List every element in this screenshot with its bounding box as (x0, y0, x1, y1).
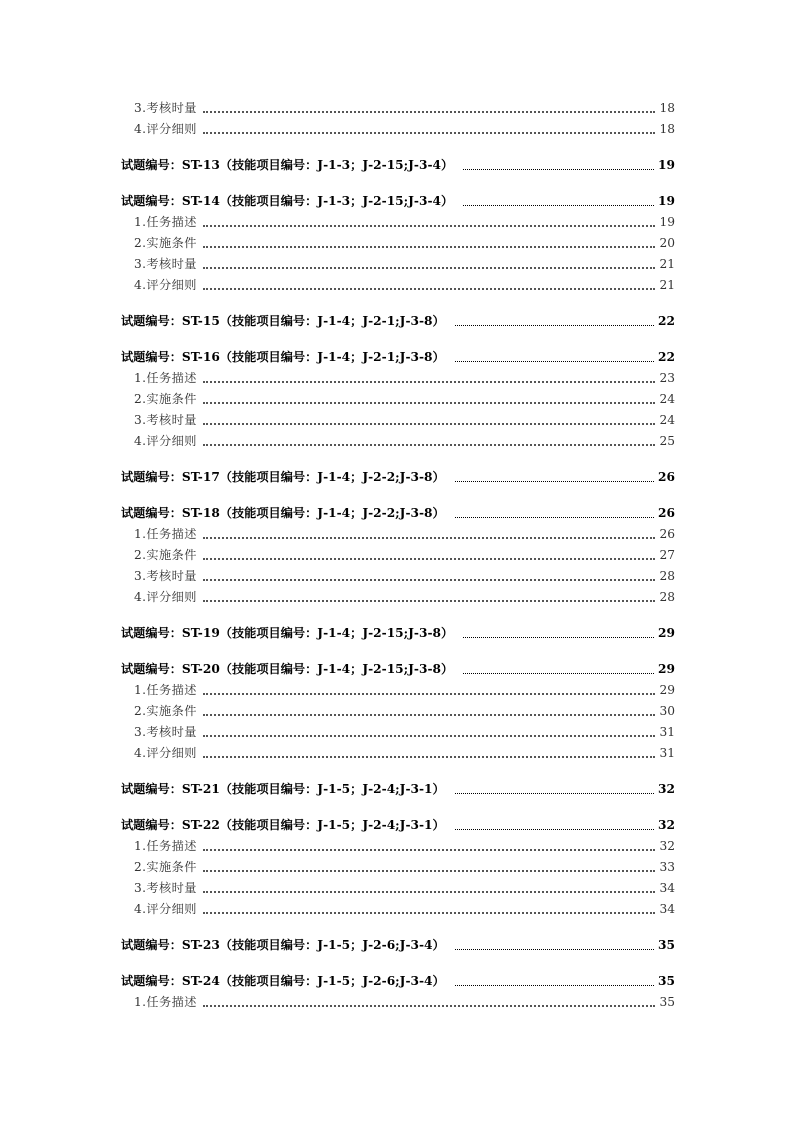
toc-entry-label: 2.实施条件 (134, 548, 197, 562)
toc-page-number: 32 (658, 818, 675, 832)
toc-page-number: 23 (659, 371, 675, 385)
toc-entry-label: 1.任务描述 (134, 527, 197, 541)
toc-page-number: 34 (659, 902, 675, 916)
toc-entry-label: 试题编号：ST-24（技能项目编号：J-1-5；J-2-6;J-3-4） (121, 974, 445, 988)
toc-entry-label: 3.考核时量 (134, 569, 197, 583)
dot-leader (203, 735, 656, 737)
toc-page-number: 30 (659, 704, 675, 718)
toc-entry-label: 4.评分细则 (134, 902, 197, 916)
dot-leader (455, 481, 654, 482)
toc-page-number: 24 (659, 413, 675, 427)
toc-sub-entry[interactable] (0, 118, 793, 139)
toc-entry-label: 3.考核时量 (134, 413, 197, 427)
toc-sub-entry[interactable] (0, 586, 793, 607)
dot-leader (203, 111, 656, 113)
toc-page-number: 28 (659, 569, 675, 583)
toc-sub-entry[interactable] (0, 700, 793, 721)
dot-leader (203, 849, 656, 851)
dot-leader (463, 169, 654, 170)
toc-heading-entry[interactable] (0, 658, 793, 679)
toc-sub-entry[interactable] (0, 274, 793, 295)
dot-leader (203, 579, 656, 581)
toc-entry-label: 试题编号：ST-21（技能项目编号：J-1-5；J-2-4;J-3-1） (121, 782, 445, 796)
toc-entry-label: 2.实施条件 (134, 392, 197, 406)
toc-entry-label: 4.评分细则 (134, 590, 197, 604)
toc-entry-label: 试题编号：ST-14（技能项目编号：J-1-3；J-2-15;J-3-4） (121, 194, 454, 208)
toc-entry-label: 试题编号：ST-17（技能项目编号：J-1-4；J-2-2;J-3-8） (121, 470, 445, 484)
toc-page-number: 32 (658, 782, 675, 796)
toc-heading-entry[interactable] (0, 154, 793, 175)
toc-entry-label: 试题编号：ST-15（技能项目编号：J-1-4；J-2-1;J-3-8） (121, 314, 445, 328)
toc-heading-entry[interactable] (0, 346, 793, 367)
toc-page-number: 27 (659, 548, 675, 562)
toc-sub-entry[interactable] (0, 877, 793, 898)
toc-page-number: 24 (659, 392, 675, 406)
toc-page-number: 18 (659, 122, 675, 136)
dot-leader (203, 1005, 656, 1007)
toc-entry-label: 4.评分细则 (134, 434, 197, 448)
toc-page-number: 31 (659, 746, 675, 760)
toc-sub-entry[interactable] (0, 211, 793, 232)
dot-leader (203, 288, 656, 290)
toc-page-number: 26 (659, 527, 675, 541)
dot-leader (203, 402, 656, 404)
toc-sub-entry[interactable] (0, 430, 793, 451)
toc-page-number: 28 (659, 590, 675, 604)
toc-sub-entry[interactable] (0, 544, 793, 565)
toc-page-number: 19 (658, 194, 675, 208)
toc-page-number: 19 (659, 215, 675, 229)
toc-entry-label: 试题编号：ST-16（技能项目编号：J-1-4；J-2-1;J-3-8） (121, 350, 445, 364)
toc-entry-label: 4.评分细则 (134, 122, 197, 136)
dot-leader (203, 693, 656, 695)
toc-heading-entry[interactable] (0, 310, 793, 331)
toc-page-number: 25 (659, 434, 675, 448)
toc-sub-entry[interactable] (0, 991, 793, 1012)
dot-leader (455, 361, 654, 362)
toc-page-number: 26 (658, 470, 675, 484)
toc-entry-label: 试题编号：ST-20（技能项目编号：J-1-4；J-2-15;J-3-8） (121, 662, 454, 676)
toc-page-number: 34 (659, 881, 675, 895)
toc-page-number: 32 (659, 839, 675, 853)
toc-heading-entry[interactable] (0, 622, 793, 643)
toc-entry-label: 1.任务描述 (134, 683, 197, 697)
dot-leader (203, 537, 656, 539)
toc-page-number: 35 (658, 974, 675, 988)
toc-sub-entry[interactable] (0, 253, 793, 274)
dot-leader (203, 870, 656, 872)
toc-entry-label: 4.评分细则 (134, 746, 197, 760)
toc-entry-label: 4.评分细则 (134, 278, 197, 292)
dot-leader (455, 949, 654, 950)
toc-entry-label: 试题编号：ST-19（技能项目编号：J-1-4；J-2-15;J-3-8） (121, 626, 454, 640)
toc-sub-entry[interactable] (0, 679, 793, 700)
dot-leader (203, 423, 656, 425)
toc-entry-label: 试题编号：ST-23（技能项目编号：J-1-5；J-2-6;J-3-4） (121, 938, 445, 952)
dot-leader (203, 714, 656, 716)
toc-page-number: 29 (658, 626, 675, 640)
toc-heading-entry[interactable] (0, 190, 793, 211)
dot-leader (203, 444, 656, 446)
toc-sub-entry[interactable] (0, 898, 793, 919)
dot-leader (455, 793, 654, 794)
toc-sub-entry[interactable] (0, 409, 793, 430)
dot-leader (203, 267, 656, 269)
toc-page-number: 20 (659, 236, 675, 250)
dot-leader (455, 325, 654, 326)
toc-sub-entry[interactable] (0, 97, 793, 118)
toc-page-number: 22 (658, 314, 675, 328)
dot-leader (463, 673, 654, 674)
toc-sub-entry[interactable] (0, 232, 793, 253)
toc-heading-entry[interactable] (0, 502, 793, 523)
toc-entry-label: 试题编号：ST-18（技能项目编号：J-1-4；J-2-2;J-3-8） (121, 506, 445, 520)
toc-page-number: 21 (659, 278, 675, 292)
toc-entry-label: 1.任务描述 (134, 371, 197, 385)
toc-entry-label: 3.考核时量 (134, 725, 197, 739)
toc-sub-entry[interactable] (0, 721, 793, 742)
toc-page-number: 29 (659, 683, 675, 697)
toc-sub-entry[interactable] (0, 565, 793, 586)
dot-leader (455, 985, 654, 986)
toc-page-number: 18 (659, 101, 675, 115)
toc-page-number: 26 (658, 506, 675, 520)
toc-heading-entry[interactable] (0, 814, 793, 835)
toc-heading-entry[interactable] (0, 466, 793, 487)
dot-leader (203, 246, 656, 248)
toc-sub-entry[interactable] (0, 856, 793, 877)
toc-entry-label: 1.任务描述 (134, 839, 197, 853)
toc-sub-entry[interactable] (0, 523, 793, 544)
dot-leader (203, 225, 656, 227)
dot-leader (455, 829, 654, 830)
toc-sub-entry[interactable] (0, 367, 793, 388)
toc-entry-label: 3.考核时量 (134, 257, 197, 271)
toc-entry-label: 试题编号：ST-13（技能项目编号：J-1-3；J-2-15;J-3-4） (121, 158, 454, 172)
toc-entry-label: 3.考核时量 (134, 101, 197, 115)
toc-heading-entry[interactable] (0, 970, 793, 991)
toc-entry-label: 2.实施条件 (134, 704, 197, 718)
toc-heading-entry[interactable] (0, 778, 793, 799)
dot-leader (203, 132, 656, 134)
toc-sub-entry[interactable] (0, 835, 793, 856)
toc-entry-label: 2.实施条件 (134, 236, 197, 250)
toc-sub-entry[interactable] (0, 388, 793, 409)
dot-leader (203, 891, 656, 893)
toc-heading-entry[interactable] (0, 934, 793, 955)
toc-page-number: 29 (658, 662, 675, 676)
dot-leader (203, 912, 656, 914)
toc-page-number: 35 (658, 938, 675, 952)
toc-entry-label: 2.实施条件 (134, 860, 197, 874)
toc-entry-label: 1.任务描述 (134, 995, 197, 1009)
dot-leader (463, 205, 654, 206)
toc-entry-label: 1.任务描述 (134, 215, 197, 229)
toc-entry-label: 试题编号：ST-22（技能项目编号：J-1-5；J-2-4;J-3-1） (121, 818, 445, 832)
dot-leader (203, 600, 656, 602)
toc-page-number: 22 (658, 350, 675, 364)
toc-page-number: 21 (659, 257, 675, 271)
dot-leader (203, 558, 656, 560)
toc-page-number: 31 (659, 725, 675, 739)
dot-leader (455, 517, 654, 518)
dot-leader (203, 756, 656, 758)
toc-sub-entry[interactable] (0, 742, 793, 763)
toc-page-number: 19 (658, 158, 675, 172)
toc-page-number: 33 (659, 860, 675, 874)
toc-page-number: 35 (659, 995, 675, 1009)
toc-entry-label: 3.考核时量 (134, 881, 197, 895)
dot-leader (203, 381, 656, 383)
dot-leader (463, 637, 654, 638)
